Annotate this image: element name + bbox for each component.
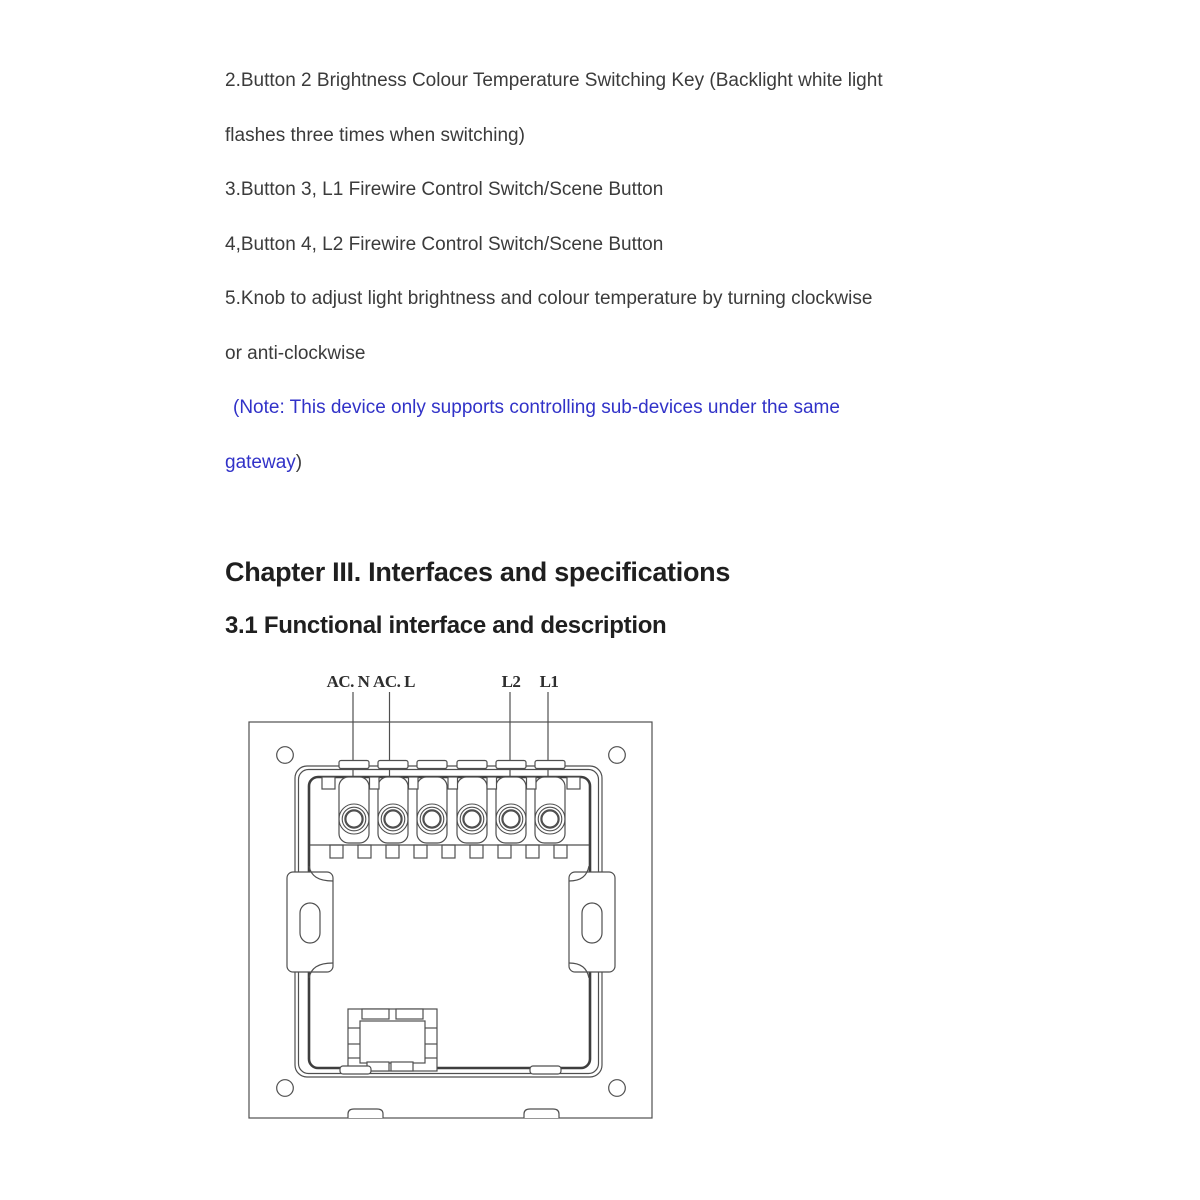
- body-line-5b: or anti-clockwise: [225, 342, 366, 364]
- note-line: (Note: This device only supports controlling sub-devices under the same: [233, 397, 840, 418]
- plate-screw-hole-top-left: [277, 747, 294, 764]
- mounting-bracket-left: [287, 866, 333, 978]
- body-line-4: 4,Button 4, L2 Firewire Control Switch/Scene Button: [225, 233, 664, 255]
- mounting-bracket-right: [569, 866, 615, 978]
- bracket-slot-left: [300, 903, 320, 943]
- connector-socket: [348, 1009, 437, 1071]
- label-l2: L2: [501, 672, 521, 691]
- note-close-paren: ): [295, 451, 303, 473]
- terminal-top-tabs: [339, 761, 565, 769]
- terminal-labels: [327, 672, 559, 691]
- terminal-screws: [339, 804, 565, 834]
- functional-interface-diagram: [230, 650, 700, 1130]
- plate-screw-hole-top-right: [609, 747, 626, 764]
- label-l1: L1: [539, 672, 559, 691]
- note-line-gateway: [225, 436, 985, 491]
- bracket-slot-right: [582, 903, 602, 943]
- section-heading: 3.1 Functional interface and description: [225, 612, 667, 639]
- plate-screw-hole-bottom-left: [277, 1080, 294, 1097]
- chapter-heading: Chapter III. Interfaces and specifications: [225, 557, 731, 587]
- body-text-block: [225, 54, 985, 490]
- body-line-2b: flashes three times when switching): [225, 124, 525, 146]
- plate-screw-hole-bottom-right: [609, 1080, 626, 1097]
- label-ac-n: AC. N: [326, 672, 370, 691]
- note-gateway-word: gateway: [225, 451, 296, 473]
- body-line-2: 2.Button 2 Brightness Colour Temperature Switching Key (Backlight white light: [225, 70, 883, 91]
- label-ac-l: AC. L: [373, 672, 415, 691]
- body-line-5: 5.Knob to adjust light brightness and colour temperature by turning clockwise: [225, 288, 873, 309]
- plate-bottom-tabs: [348, 1109, 559, 1118]
- body-line-3: 3.Button 3, L1 Firewire Control Switch/Scene Button: [225, 179, 664, 200]
- vent-comb-row: [310, 845, 589, 858]
